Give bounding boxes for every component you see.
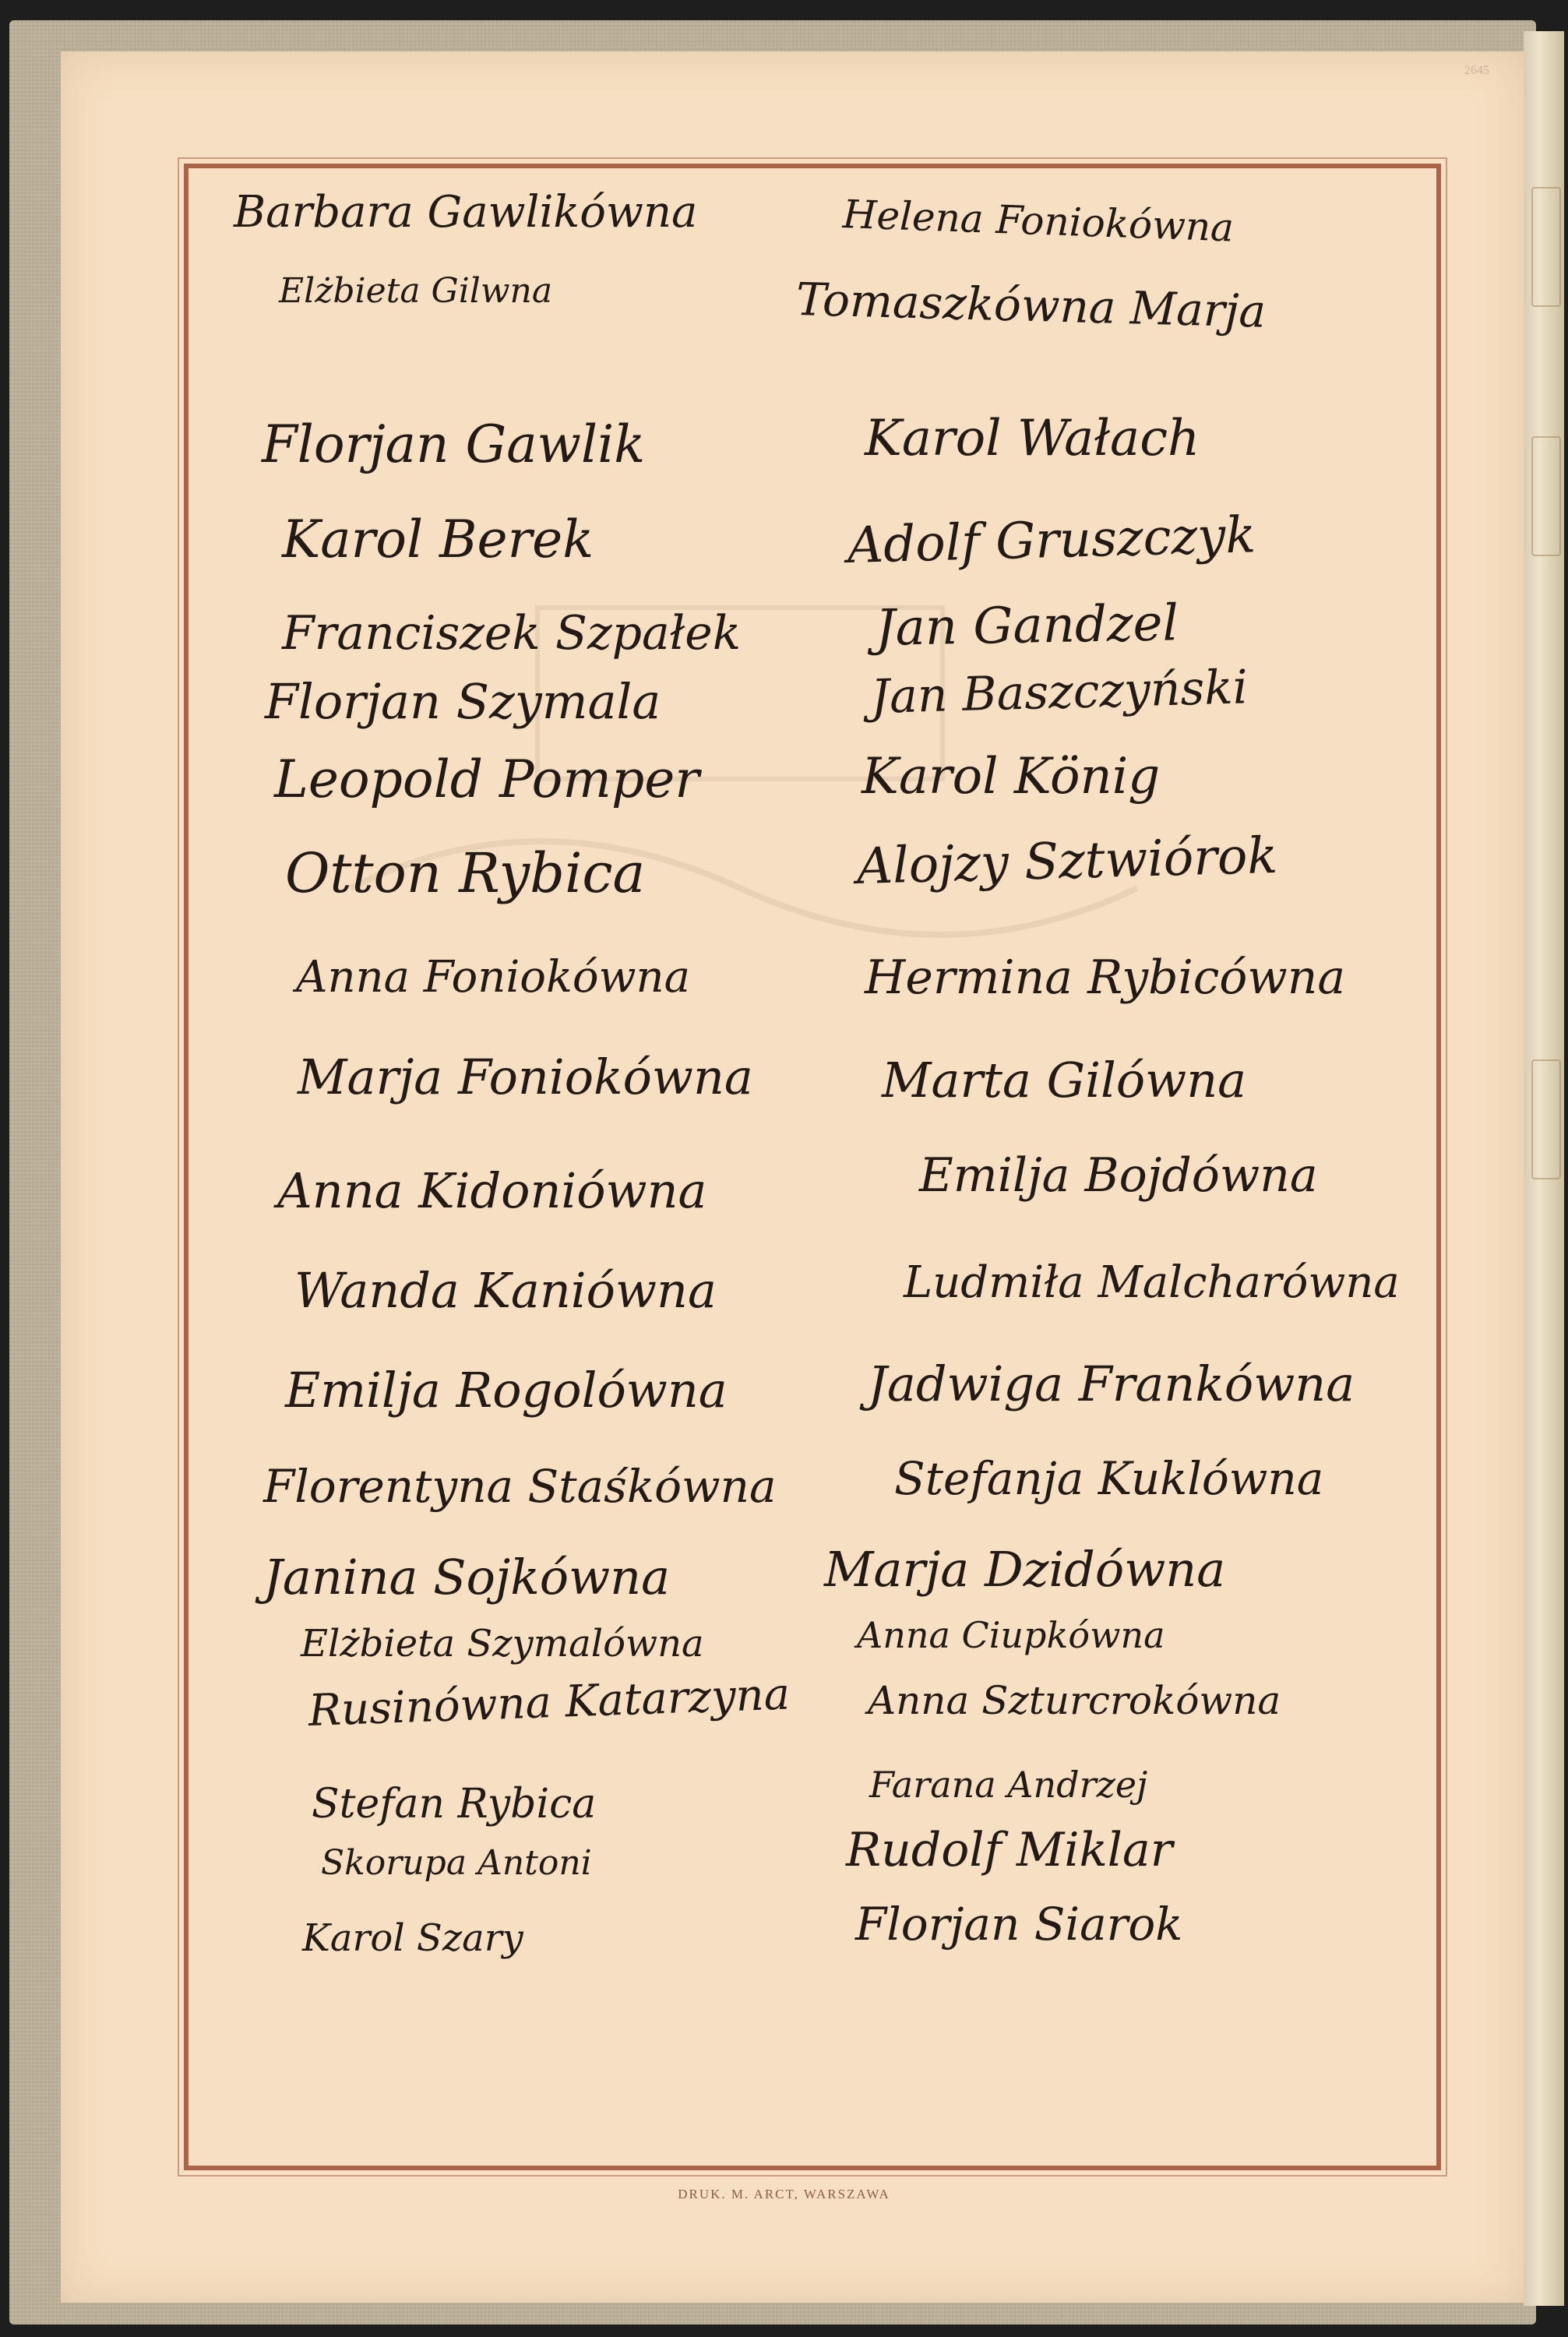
signature: Franciszek Szpałek xyxy=(282,606,742,661)
signature: Anna Ciupkówna xyxy=(857,1614,1165,1656)
signature: Florjan Szymala xyxy=(265,673,661,730)
signature: Wanda Kaniówna xyxy=(294,1262,717,1319)
signature: Elżbieta Gilwna xyxy=(279,271,553,311)
signature: Marta Gilówna xyxy=(882,1052,1247,1109)
signature: Ludmiła Malcharówna xyxy=(904,1257,1400,1308)
signature: Hermina Rybicówna xyxy=(865,950,1346,1005)
signature: Marja Foniokówna xyxy=(298,1049,753,1105)
signature: Farana Andrzej xyxy=(869,1764,1148,1806)
signature: Karol Wałach xyxy=(865,410,1200,467)
signature: Jan Gandzel xyxy=(875,594,1179,657)
signature: Florjan Siarok xyxy=(855,1898,1183,1951)
signature: Karol Szary xyxy=(302,1916,523,1960)
page-pencil-mark: 2645 xyxy=(1464,64,1489,77)
signature: Anna Kidoniówna xyxy=(277,1162,707,1219)
signature: Barbara Gawlikówna xyxy=(234,187,698,238)
signature: Florjan Gawlik xyxy=(262,414,646,474)
signature: Helena Foniokówna xyxy=(841,192,1235,251)
signature: Otton Rybica xyxy=(285,841,646,905)
signature: Marja Dzidówna xyxy=(824,1541,1226,1598)
signature: Alojzy Sztwiórok xyxy=(856,827,1279,896)
next-page-edge xyxy=(1524,31,1564,2306)
signature: Karol König xyxy=(862,748,1161,805)
signature: Adolf Gruszczyk xyxy=(847,506,1257,575)
printer-imprint: DRUK. M. ARCT, WARSZAWA xyxy=(678,2187,890,2201)
page-edge-mark xyxy=(1531,187,1561,307)
page-edge-mark xyxy=(1531,436,1561,556)
signature: Leopold Pomper xyxy=(274,749,699,809)
signature: Florentyna Staśkówna xyxy=(263,1460,777,1513)
signature: Janina Sojkówna xyxy=(263,1549,671,1606)
signature: Emilja Bojdówna xyxy=(919,1148,1318,1203)
signature: Jadwiga Frankówna xyxy=(868,1355,1355,1412)
page-edge-mark xyxy=(1531,1059,1561,1179)
signature: Anna Foniokówna xyxy=(296,952,690,1003)
signature: Rudolf Miklar xyxy=(846,1823,1173,1877)
signature: Rusinówna Katarzyna xyxy=(307,1669,791,1736)
signature: Anna Szturcrokówna xyxy=(868,1678,1281,1723)
signature: Skorupa Antoni xyxy=(321,1843,592,1883)
signature: Jan Baszczyński xyxy=(870,660,1249,724)
signature: Stefan Rybica xyxy=(312,1781,597,1828)
signature: Tomaszkówna Marja xyxy=(795,273,1267,338)
signature: Emilja Rogolówna xyxy=(285,1362,728,1419)
signature: Elżbieta Szymalówna xyxy=(301,1622,704,1666)
signature: Stefanja Kuklówna xyxy=(894,1452,1324,1505)
signature: Karol Berek xyxy=(282,509,594,569)
